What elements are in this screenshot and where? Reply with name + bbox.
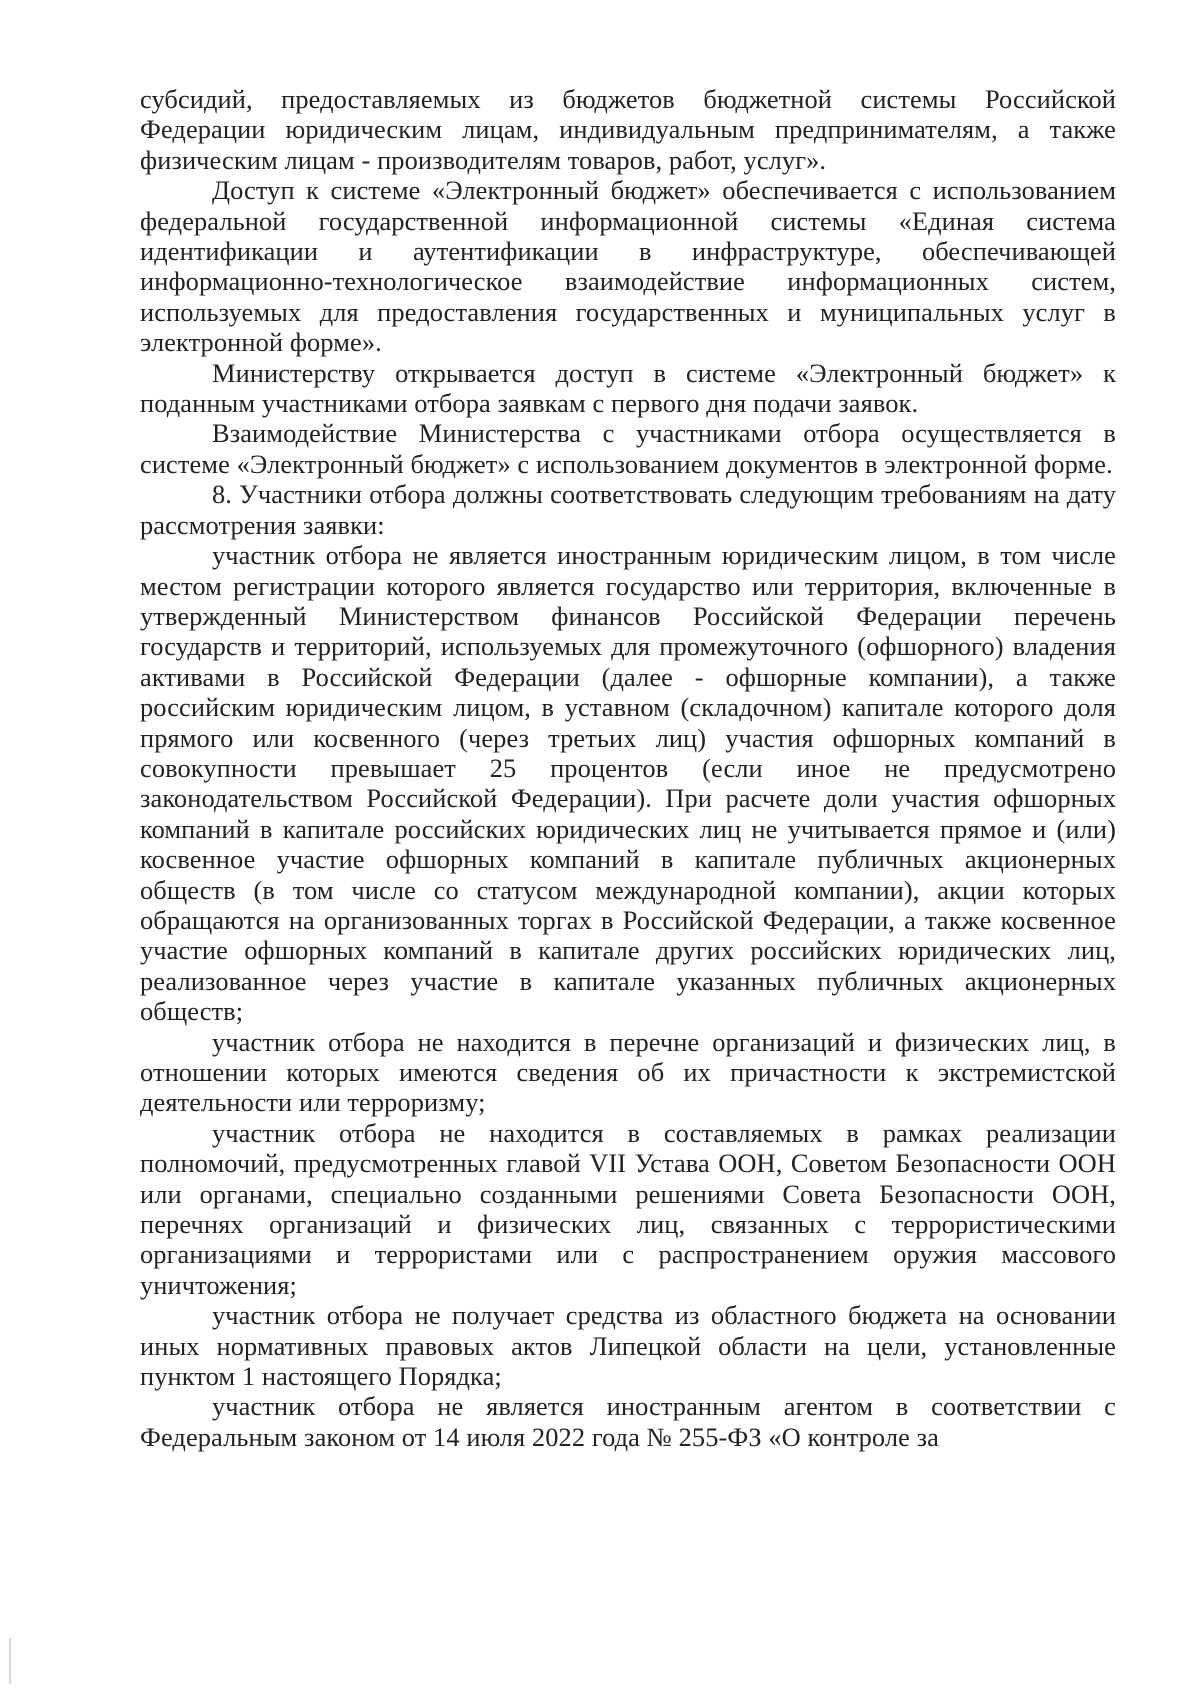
paragraph-offshore-requirement: участник отбора не является иностранным юридическим лицом, в том числе местом регистрации которого является государство или территория, включенные в утвержденный Министерством финансов Российской Федерации перечень государств и территорий, используемых для промежуточного (офшорного) владения активами в Российской Федерации (далее - офшорные компании), а также российским юридическим лицом, в уставном (складочном) капитале которого доля прямого или косвенного (через третьих лиц) участия офшорных компаний в совокупности превышает 25 процентов (если иное не предусмотрено законодательством Российской Федерации). При расчете доли участия офшорных компаний в капитале российских юридических лиц не учитывается прямое и (или) косвенное участие офшорных компаний в капитале публичных акционерных обществ (в том числе со статусом международной компании), акции которых обращаются на организованных торгах в Российской Федерации, а также косвенное участие офшорных компаний в капитале других российских юридических лиц, реализованное через участие в капитале указанных публичных акционерных обществ; (140, 540, 1116, 1027)
paragraph-foreign-agent-requirement: участник отбора не является иностранным агентом в соответствии с Федеральным законом от 14 июля 2022 года № 255-ФЗ «О контроле за (140, 1391, 1116, 1452)
paragraph-un-lists-requirement: участник отбора не находится в составляемых в рамках реализации полномочий, предусмотренных главой VII Устава ООН, Советом Безопасности ООН или органами, специально созданными решениями Совета Безопасности ООН, перечнях организаций и физических лиц, связанных с террористическими организациями и террористами или с распространением оружия массового уничтожения; (140, 1117, 1116, 1300)
scan-edge-mark (9, 1638, 11, 1684)
paragraph-interaction: Взаимодействие Министерства с участниками отбора осуществляется в системе «Электронный бюджет» с использованием документов в электронной форме. (140, 418, 1116, 479)
paragraph-extremism-requirement: участник отбора не находится в перечне организаций и физических лиц, в отношении которых имеются сведения об их причастности к экстремистской деятельности или терроризму; (140, 1026, 1116, 1118)
paragraph-subsidies-continuation: субсидий, предоставляемых из бюджетов бюджетной системы Российской Федерации юридическим лицам, индивидуальным предпринимателям, а также физическим лицам - производителям товаров, работ, услуг». (140, 84, 1116, 175)
paragraph-access-system: Доступ к системе «Электронный бюджет» обеспечивается с использованием федеральной государственной информационной системы «Единая система идентификации и аутентификации в инфраструктуре, обеспечивающей информационно-технологическое взаимодействие информационных систем, используемых для предоставления государственных и муниципальных услуг в электронной форме». (140, 175, 1116, 358)
paragraph-item-8-requirements: 8. Участники отбора должны соответствовать следующим требованиям на дату рассмотрения заявки: (140, 479, 1116, 540)
paragraph-ministry-access: Министерству открывается доступ в системе «Электронный бюджет» к поданным участниками отбора заявкам с первого дня подачи заявок. (140, 357, 1116, 419)
document-page (140, 84, 1116, 1452)
paragraph-regional-budget-requirement: участник отбора не получает средства из областного бюджета на основании иных нормативных правовых актов Липецкой области на цели, установленные пунктом 1 настоящего Порядка; (140, 1300, 1116, 1392)
